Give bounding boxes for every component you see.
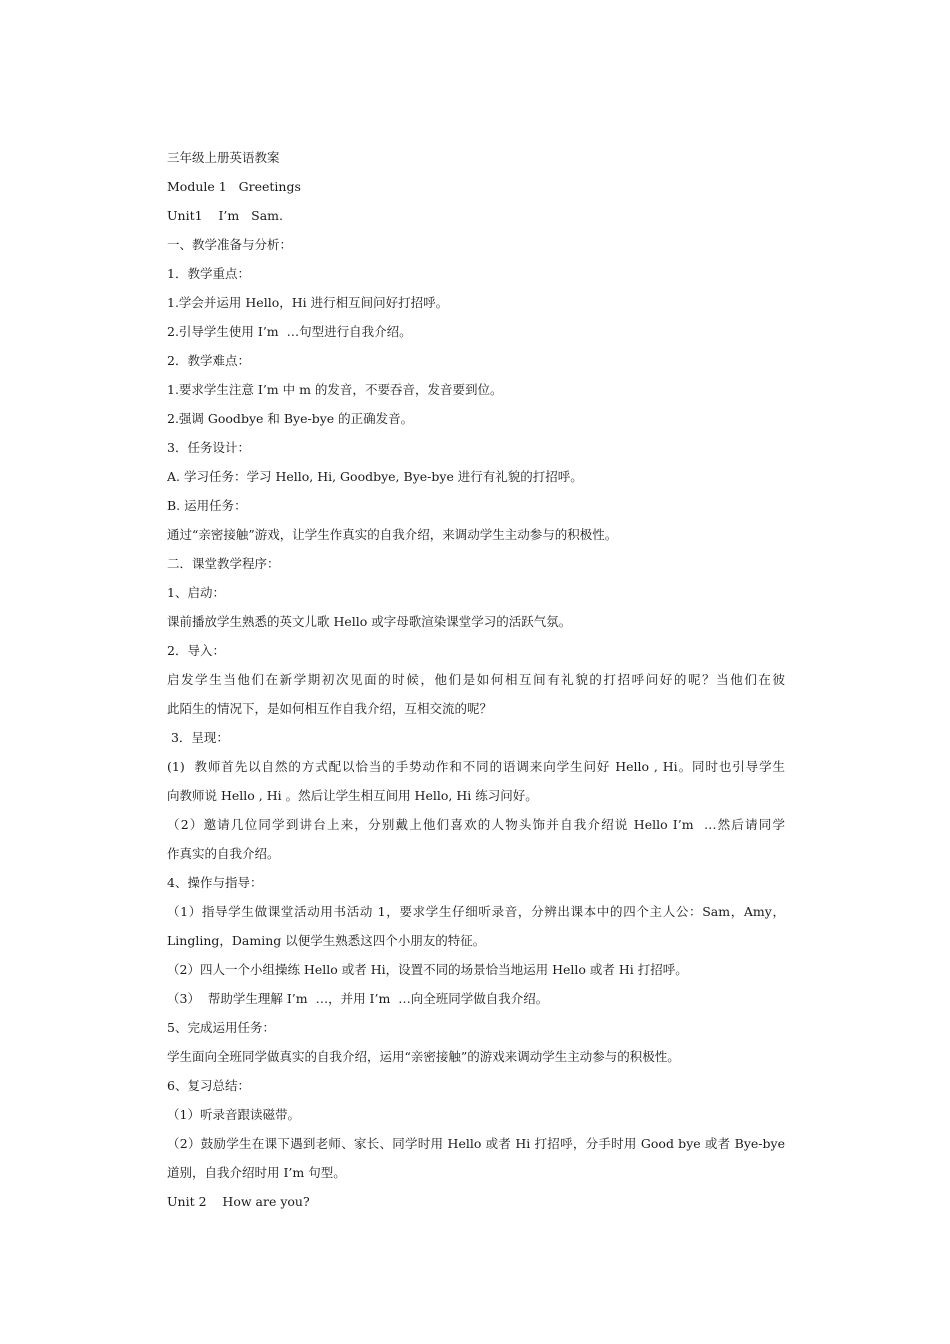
text-line: 此陌生的情况下，是如何相互作自我介绍，互相交流的呢？	[167, 701, 493, 716]
text-line: （2）鼓励学生在课下遇到老师、家长、同学时用 Hello 或者 Hi 打招呼，分手时用 Good bye 或者 Bye-bye	[167, 1136, 785, 1151]
text-line: 2．导入：	[167, 643, 225, 658]
text-line: 1．教学重点：	[167, 266, 250, 281]
text-line: 6、复习总结：	[167, 1078, 250, 1093]
text-line: （2）四人一个小组操练 Hello 或者 Hi，设置不同的场景恰当地运用 Hello 或者 Hi 打招呼。	[167, 962, 688, 977]
text-line: 1、启动：	[167, 585, 225, 600]
text-line: 二．课堂教学程序：	[167, 556, 280, 571]
document-page	[167, 143, 785, 1216]
text-line: 2.引导学生使用 I’m …句型进行自我介绍。	[167, 324, 412, 339]
text-line: 道别，自我介绍时用 I’m 句型。	[167, 1165, 346, 1180]
text-line: 向教师说 Hello , Hi 。然后让学生相互间用 Hello, Hi 练习问好。	[167, 788, 538, 803]
text-line: （1）听录音跟读磁带。	[167, 1107, 300, 1122]
text-line: 4、操作与指导：	[167, 875, 263, 890]
text-line: 三年级上册英语教案	[167, 150, 280, 165]
text-line: （2）邀请几位同学到讲台上来，分别戴上他们喜欢的人物头饰并自我介绍说 Hello I’m …然后请同学	[167, 817, 785, 832]
text-line: 启发学生当他们在新学期初次见面的时候，他们是如何相互间有礼貌的打招呼问好的呢？当他们在彼	[167, 672, 785, 687]
text-line: 1.要求学生注意 I’m 中 m 的发音，不要吞音，发音要到位。	[167, 382, 503, 397]
text-line: 学生面向全班同学做真实的自我介绍，运用“亲密接触”的游戏来调动学生主动参与的积极性。	[167, 1049, 680, 1064]
text-line: Unit 2 How are you?	[167, 1194, 310, 1209]
text-line: Lingling，Daming 以便学生熟悉这四个小朋友的特征。	[167, 933, 486, 948]
text-line: 通过“亲密接触”游戏，让学生作真实的自我介绍，来调动学生主动参与的积极性。	[167, 527, 618, 542]
text-line: 3．呈现：	[167, 730, 229, 745]
text-line: A. 学习任务：学习 Hello, Hi, Goodbye, Bye-bye 进行有礼貌的打招呼。	[167, 469, 583, 484]
text-line: 5、完成运用任务：	[167, 1020, 275, 1035]
text-line: 1.学会并运用 Hello，Hi 进行相互间问好打招呼。	[167, 295, 449, 310]
text-line: (1) 教师首先以自然的方式配以恰当的手势动作和不同的语调来向学生问好 Hello , Hi。同时也引导学生	[167, 759, 785, 774]
text-line: （3） 帮助学生理解 I’m …，并用 I’m …向全班同学做自我介绍。	[167, 991, 549, 1006]
text-line: 2．教学难点：	[167, 353, 250, 368]
text-line: Module 1 Greetings	[167, 179, 301, 194]
text-line: 3．任务设计：	[167, 440, 250, 455]
text-line: 一、教学准备与分析：	[167, 237, 293, 252]
text-line: B. 运用任务：	[167, 498, 247, 513]
text-line: 作真实的自我介绍。	[167, 846, 280, 861]
text-line: Unit1 I’m Sam.	[167, 208, 283, 223]
text-line: 2.强调 Goodbye 和 Bye-bye 的正确发音。	[167, 411, 414, 426]
text-line: （1）指导学生做课堂活动用书活动 1，要求学生仔细听录音，分辨出课本中的四个主人公：Sam，Amy，	[167, 904, 785, 919]
text-line: 课前播放学生熟悉的英文儿歌 Hello 或字母歌渲染课堂学习的活跃气氛。	[167, 614, 572, 629]
